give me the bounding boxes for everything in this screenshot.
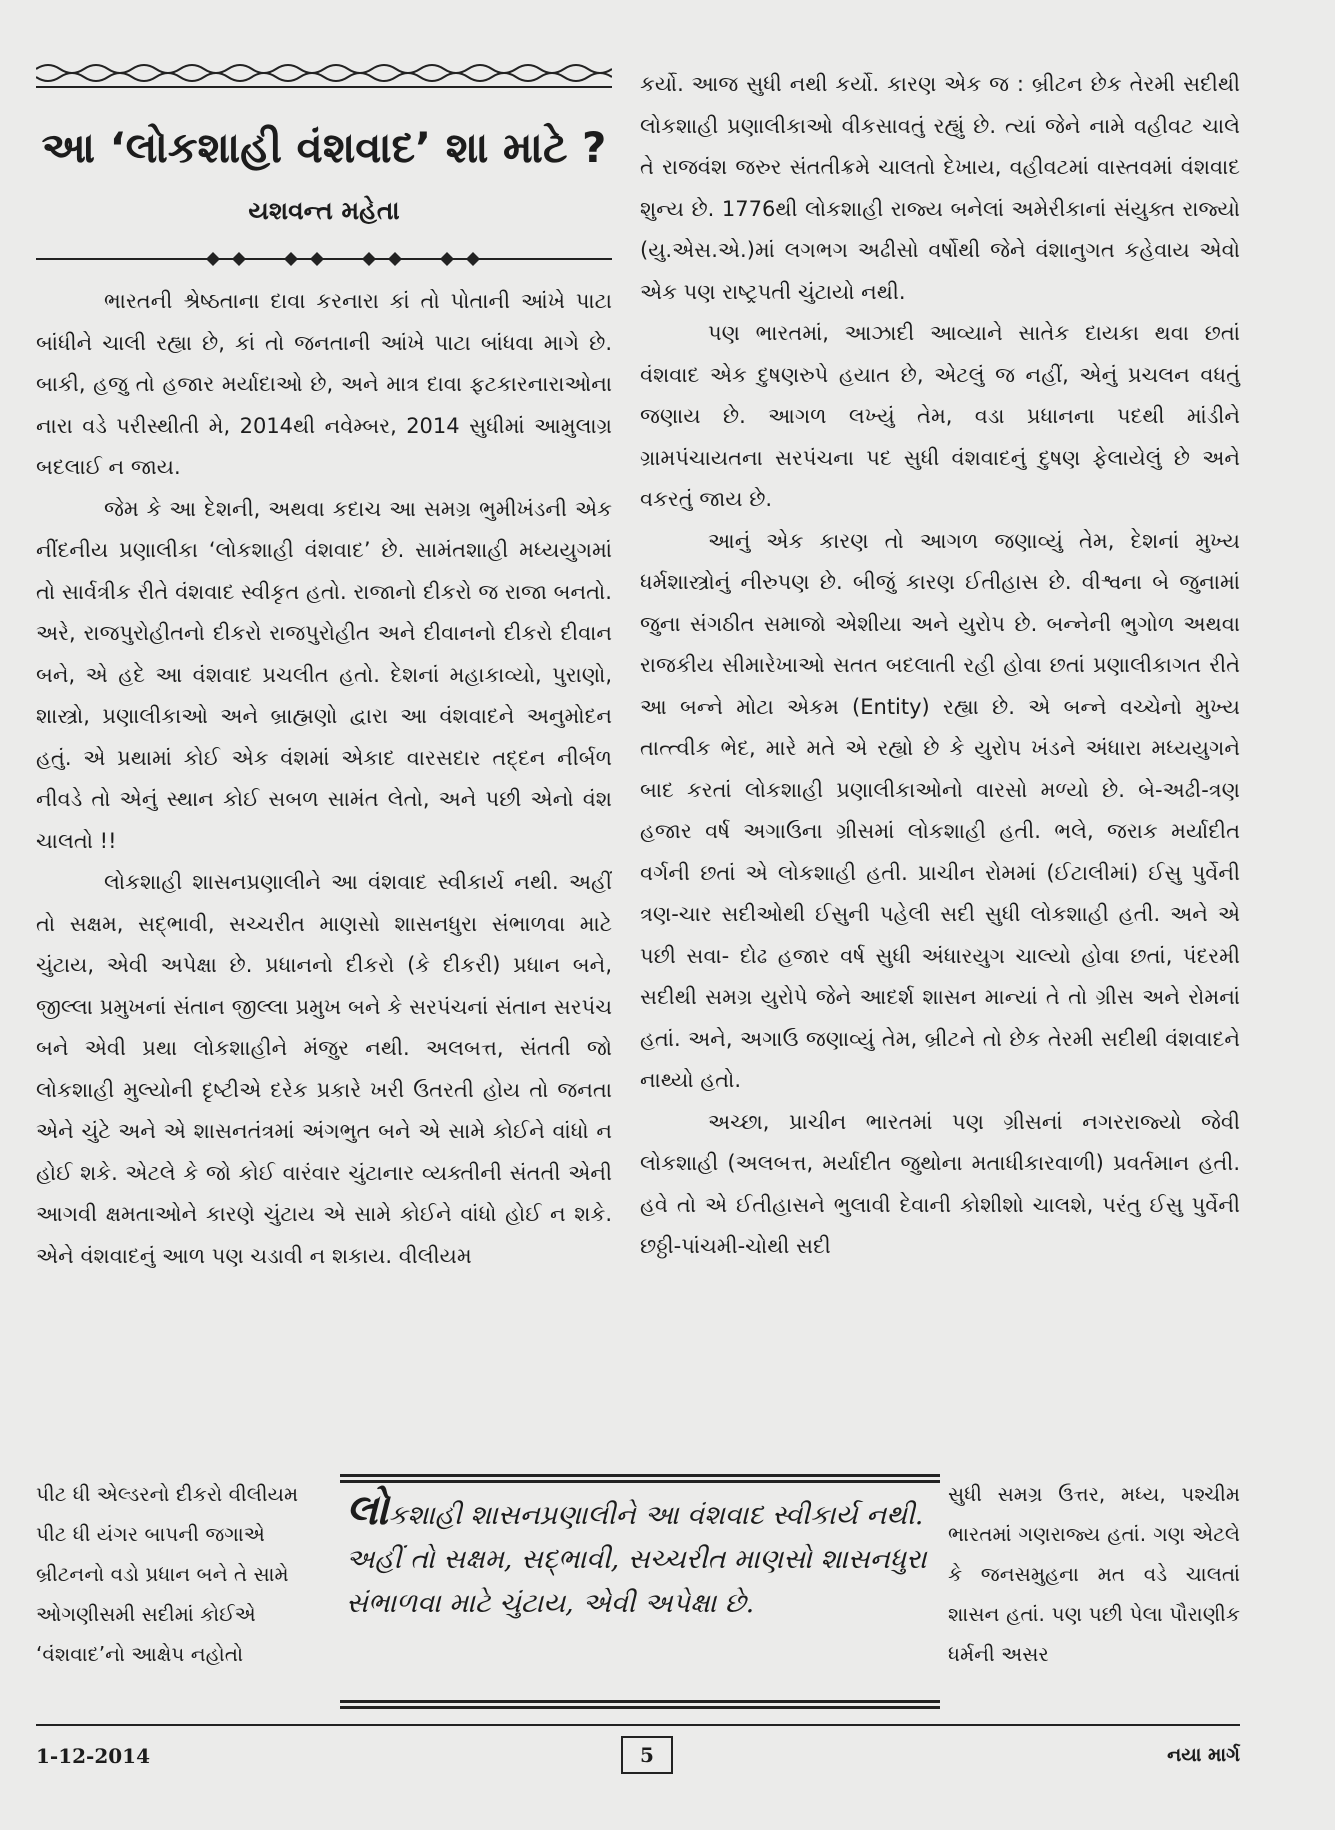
pull-quote-text: કશાહી શાસનપ્રણાલીને આ વંશવાદ સ્વીકાર્ય નથી. અહીં તો સક્ષમ, સદ્ભાવી, સચ્ચરીત માણસો શાસનધુરા સંભાળવા માટે ચુંટાય, એવી અપેક્ષા છે. xyxy=(346,1500,927,1619)
pull-quote-bottom-rule xyxy=(340,1700,940,1709)
left-text-column xyxy=(36,281,612,1277)
lower-right-text: સુધી સમગ્ર ઉત્તર, મધ્ય, પશ્ચીમ ભારતમાં ગણરાજ્ય હતાં. ગણ એટલે કે જનસમુહના મત વડે ચાલતાં શાસન હતાં. પણ પછી પેલા પૌરાણીક ધર્મની અસર xyxy=(948,1482,1240,1666)
paragraph: લોકશાહી શાસનપ્રણાલીને આ વંશવાદ સ્વીકાર્ય નથી. અહીં તો સક્ષમ, સદ્ભાવી, સચ્ચરીત માણસો શાસનધુરા સંભાળવા માટે ચુંટાય, એવી અપેક્ષા છે. પ્રધાનનો દીકરો (કે દીકરી) પ્રધાન બને, જીલ્લા પ્રમુખનાં સંતાન જીલ્લા પ્રમુખ બને કે સરપંચનાં સંતાન સરપંચ બને એવી પ્રથા લોકશાહીને મંજુર નથી. અલબત્ત, સંતતી જો લોકશાહી મુલ્યોની દૃષ્ટીએ દરેક પ્રકારે ખરી ઉતરતી હોય તો જનતા એને ચુંટે અને એ શાસનતંત્રમાં અંગભુત બને એ સામે કોઈને વાંધો ન હોઈ શકે. એટલે કે જો કોઈ વારંવાર ચુંટાનાર વ્યક્તીની સંતતી એની આગવી ક્ષમતાઓને કારણે ચુંટાય એ સામે કોઈને વાંધો હોઈ ન શકે. એને વંશવાદનું આળ પણ ચડાવી ન શકાય. વીલીયમ xyxy=(36,870,612,1268)
page-number: 5 xyxy=(621,1736,673,1774)
paragraph: ભારતની શ્રેષ્ઠતાના દાવા કરનારા કાં તો પોતાની આંખે પાટા બાંધીને ચાલી રહ્યા છે, કાં તો જનતાની આંખે પાટા બાંધવા માગે છે. બાકી, હજુ તો હજાર મર્યાદાઓ છે, અને માત્ર દાવા ફટકારનારાઓના નારા વડે પરીસ્થીતી મે, 2014થી નવેમ્બર, 2014 સુધીમાં આમુલાગ્ર બદલાઈ ન જાય. xyxy=(36,289,612,479)
article-title: આ ‘લોકશાહી વંશવાદ’ શા માટે ? xyxy=(41,123,607,172)
pull-quote xyxy=(346,1485,936,1626)
paragraph: આનું એક કારણ તો આગળ જણાવ્યું તેમ, દેશનાં મુખ્ય ધર્મશાસ્ત્રોનું નીરુપણ છે. બીજું કારણ ઈતીહાસ છે. વીશ્વના બે જુનામાં જુના સંગઠીત સમાજો એશીયા અને યુરોપ છે. બન્નેની ભુગોળ અથવા રાજકીય સીમારેખાઓ સતત બદલાતી રહી હોવા છતાં પ્રણાલીકાગત રીતે આ બન્ને મોટા એકમ (Entity) રહ્યા છે. એ બન્ને વચ્ચેનો મુખ્ય તાત્ત્વીક ભેદ, મારે મતે એ રહ્યો છે કે યુરોપ ખંડને અંધારા મધ્યયુગને બાદ કરતાં લોકશાહી પ્રણાલીકાઓનો વારસો મળ્યો છે. બે-અઢી-ત્રણ હજાર વર્ષ અગાઉના ગ્રીસમાં લોકશાહી હતી. ભલે, જરાક મર્યાદીત વર્ગની છતાં એ લોકશાહી હતી. પ્રાચીન રોમમાં (ઈટાલીમાં) ઈસુ પુર્વેની ત્રણ-ચાર સદીઓથી ઈસુની પહેલી સદી સુધી લોકશાહી હતી. અને એ પછી સવા- દોઢ હજાર વર્ષ સુધી અંધારયુગ ચાલ્યો હોવા છતાં, પંદરમી સદીથી સમગ્ર યુરોપે જેને આદર્શ શાસન માન્યાં તે તો ગ્રીસ અને રોમનાં હતાં. અને, અગાઉ જણાવ્યું તેમ, બ્રીટને તો છેક તેરમી સદીથી વંશવાદને નાથ્યો હતો. xyxy=(640,528,1240,1092)
footer-rule xyxy=(36,1724,1240,1726)
footer-date: 1-12-2014 xyxy=(36,1744,151,1768)
pull-quote-top-rule xyxy=(340,1474,940,1483)
publication-name: નયા માર્ગ xyxy=(1167,1744,1240,1766)
decorative-wave-border xyxy=(36,60,612,94)
pull-quote-dropcap: લો xyxy=(346,1485,389,1534)
paragraph: જેમ કે આ દેશની, અથવા કદાચ આ સમગ્ર ભુમીખંડની એક નીંદનીય પ્રણાલીકા ‘લોકશાહી વંશવાદ’ છે. સામંતશાહી મધ્યયુગમાં તો સાર્વત્રીક રીતે વંશવાદ સ્વીકૃત હતો. રાજાનો દીકરો જ રાજા બનતો. અરે, રાજપુરોહીતનો દીકરો રાજપુરોહીત અને દીવાનનો દીકરો દીવાન બને, એ હદે આ વંશવાદ પ્રચલીત હતો. દેશનાં મહાકાવ્યો, પુરાણો, શાસ્ત્રો, પ્રણાલીકાઓ અને બ્રાહ્મણો દ્વારા આ વંશવાદને અનુમોદન હતું. એ પ્રથામાં કોઈ એક વંશમાં એકાદ વારસદાર તદ્દન નીર્બળ નીવડે તો એનું સ્થાન કોઈ સબળ સામંત લેતો, અને પછી એનો વંશ ચાલતો !! xyxy=(36,496,612,853)
ornamental-divider xyxy=(36,244,612,270)
right-text-column xyxy=(640,64,1240,1268)
paragraph: અચ્છા, પ્રાચીન ભારતમાં પણ ગ્રીસનાં નગરરાજ્યો જેવી લોકશાહી (અલબત્ત, મર્યાદીત જુથોના મતાધીકારવાળી) પ્રવર્તમાન હતી. હવે તો એ ઈતીહાસને ભુલાવી દેવાની કોશીશો ચાલશે, પરંતુ ઈસુ પુર્વેની છઠ્ઠી-પાંચમી-ચોથી સદી xyxy=(640,1109,1240,1258)
article-author: યશવન્ત મહેતા xyxy=(248,196,400,225)
paragraph: કર્યો. આજ સુધી નથી કર્યો. કારણ એક જ : બ્રીટન છેક તેરમી સદીથી લોકશાહી પ્રણાલીકાઓ વીકસાવતું રહ્યું છે. ત્યાં જેને નામે વહીવટ ચાલે તે રાજવંશ જરુર સંતતીક્રમે ચાલતો દેખાય, વહીવટમાં વાસ્તવમાં વંશવાદ શુન્ય છે. 1776થી લોકશાહી રાજ્ય બનેલાં અમેરીકાનાં સંયુક્ત રાજ્યો (યુ.એસ.એ.)માં લગભગ અઢીસો વર્ષોથી જેને વંશાનુગત કહેવાય એવો એક પણ રાષ્ટ્રપતી ચુંટાયો નથી. xyxy=(640,72,1240,304)
paragraph: પણ ભારતમાં, આઝાદી આવ્યાને સાતેક દાયકા થવા છતાં વંશવાદ એક દુષણરુપે હયાત છે, એટલું જ નહીં, એનું પ્રચલન વધતું જણાય છે. આગળ લખ્યું તેમ, વડા પ્રધાનના પદથી માંડીને ગ્રામપંચાયતના સરપંચના પદ સુધી વંશવાદનું દુષણ ફેલાયેલું છે અને વકરતું જાય છે. xyxy=(640,321,1240,511)
lower-left-text: પીટ ધી એલ્ડરનો દીકરો વીલીયમ પીટ ધી યંગર બાપની જગાએ બ્રીટનનો વડો પ્રધાન બને તે સામે ઓગણીસમી સદીમાં કોઈએ ‘વંશવાદ’નો આક્ષેપ નહોતો xyxy=(36,1482,299,1666)
